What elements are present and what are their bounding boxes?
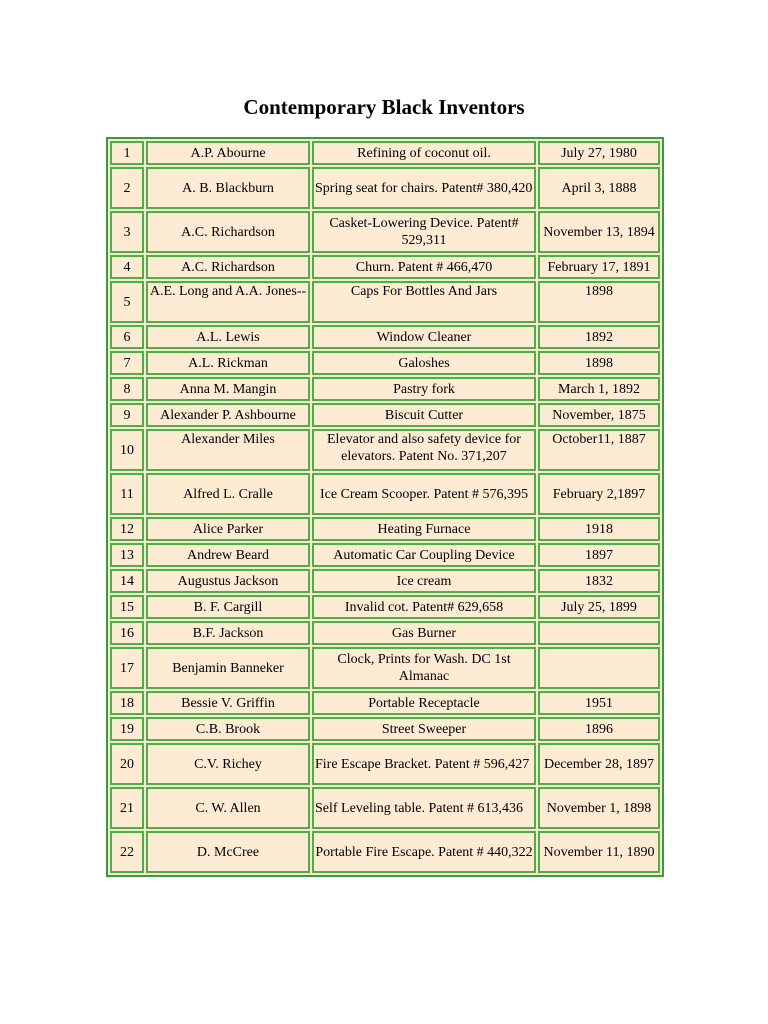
invention-cell: Portable Fire Escape. Patent # 440,322 — [312, 831, 536, 873]
row-number-cell: 18 — [110, 691, 144, 715]
inventor-name-cell: A.P. Abourne — [146, 141, 310, 165]
inventor-name-cell: C.V. Richey — [146, 743, 310, 785]
date-cell: December 28, 1897 — [538, 743, 660, 785]
row-number-cell: 16 — [110, 621, 144, 645]
date-cell: February 2,1897 — [538, 473, 660, 515]
invention-cell: Street Sweeper — [312, 717, 536, 741]
row-number-cell: 22 — [110, 831, 144, 873]
date-cell: July 25, 1899 — [538, 595, 660, 619]
invention-cell: Spring seat for chairs. Patent# 380,420 — [312, 167, 536, 209]
inventor-name-cell: A. B. Blackburn — [146, 167, 310, 209]
row-number-cell: 20 — [110, 743, 144, 785]
invention-cell: Caps For Bottles And Jars — [312, 281, 536, 323]
row-number-cell: 10 — [110, 429, 144, 471]
date-cell: 1892 — [538, 325, 660, 349]
date-cell: November 1, 1898 — [538, 787, 660, 829]
date-cell: April 3, 1888 — [538, 167, 660, 209]
table-row — [110, 141, 660, 165]
row-number-cell: 12 — [110, 517, 144, 541]
table-row — [110, 787, 660, 829]
table-row — [110, 743, 660, 785]
invention-cell: Biscuit Cutter — [312, 403, 536, 427]
table-row — [110, 473, 660, 515]
inventor-name-cell: Alexander Miles — [146, 429, 310, 471]
invention-cell: Self Leveling table. Patent # 613,436 — [312, 787, 536, 829]
table-row — [110, 167, 660, 209]
table-row — [110, 429, 660, 471]
inventors-table — [106, 137, 664, 877]
inventor-name-cell: Alexander P. Ashbourne — [146, 403, 310, 427]
inventor-name-cell: A.C. Richardson — [146, 211, 310, 253]
row-number-cell: 1 — [110, 141, 144, 165]
inventor-name-cell: A.L. Lewis — [146, 325, 310, 349]
table-row — [110, 517, 660, 541]
row-number-cell: 2 — [110, 167, 144, 209]
inventor-name-cell: Anna M. Mangin — [146, 377, 310, 401]
row-number-cell: 4 — [110, 255, 144, 279]
table-row — [110, 255, 660, 279]
date-cell: 1896 — [538, 717, 660, 741]
row-number-cell: 13 — [110, 543, 144, 567]
row-number-cell: 21 — [110, 787, 144, 829]
inventor-name-cell: D. McCree — [146, 831, 310, 873]
invention-cell: Portable Receptacle — [312, 691, 536, 715]
invention-cell: Window Cleaner — [312, 325, 536, 349]
page-title: Contemporary Black Inventors — [243, 95, 525, 119]
date-cell: February 17, 1891 — [538, 255, 660, 279]
table-row — [110, 621, 660, 645]
row-number-cell: 8 — [110, 377, 144, 401]
date-cell: 1832 — [538, 569, 660, 593]
table-row — [110, 647, 660, 689]
row-number-cell: 11 — [110, 473, 144, 515]
date-cell: 1918 — [538, 517, 660, 541]
table-row — [110, 543, 660, 567]
date-cell: 1898 — [538, 351, 660, 375]
table-row — [110, 595, 660, 619]
table-row — [110, 351, 660, 375]
inventor-name-cell: A.C. Richardson — [146, 255, 310, 279]
inventors-table-body — [110, 141, 660, 873]
invention-cell: Heating Furnace — [312, 517, 536, 541]
table-row — [110, 691, 660, 715]
table-row — [110, 377, 660, 401]
table-row — [110, 281, 660, 323]
invention-cell: Gas Burner — [312, 621, 536, 645]
row-number-cell: 19 — [110, 717, 144, 741]
date-cell: October11, 1887 — [538, 429, 660, 471]
date-cell: July 27, 1980 — [538, 141, 660, 165]
row-number-cell: 7 — [110, 351, 144, 375]
inventor-name-cell: A.E. Long and A.A. Jones-- — [146, 281, 310, 323]
invention-cell: Galoshes — [312, 351, 536, 375]
row-number-cell: 9 — [110, 403, 144, 427]
inventor-name-cell: B.F. Jackson — [146, 621, 310, 645]
row-number-cell: 14 — [110, 569, 144, 593]
date-cell: November, 1875 — [538, 403, 660, 427]
row-number-cell: 15 — [110, 595, 144, 619]
table-row — [110, 831, 660, 873]
invention-cell: Fire Escape Bracket. Patent # 596,427 — [312, 743, 536, 785]
table-row — [110, 717, 660, 741]
invention-cell: Automatic Car Coupling Device — [312, 543, 536, 567]
invention-cell: Pastry fork — [312, 377, 536, 401]
inventor-name-cell: A.L. Rickman — [146, 351, 310, 375]
table-row — [110, 211, 660, 253]
invention-cell: Refining of coconut oil. — [312, 141, 536, 165]
date-cell: 1898 — [538, 281, 660, 323]
date-cell: 1897 — [538, 543, 660, 567]
date-cell: November 11, 1890 — [538, 831, 660, 873]
row-number-cell: 17 — [110, 647, 144, 689]
table-row — [110, 325, 660, 349]
invention-cell: Ice Cream Scooper. Patent # 576,395 — [312, 473, 536, 515]
inventor-name-cell: Alice Parker — [146, 517, 310, 541]
date-cell: March 1, 1892 — [538, 377, 660, 401]
invention-cell: Invalid cot. Patent# 629,658 — [312, 595, 536, 619]
date-cell — [538, 621, 660, 645]
inventor-name-cell: Bessie V. Griffin — [146, 691, 310, 715]
table-row — [110, 403, 660, 427]
invention-cell: Casket-Lowering Device. Patent# 529,311 — [312, 211, 536, 253]
invention-cell: Clock, Prints for Wash. DC 1st Almanac — [312, 647, 536, 689]
row-number-cell: 6 — [110, 325, 144, 349]
row-number-cell: 5 — [110, 281, 144, 323]
row-number-cell: 3 — [110, 211, 144, 253]
invention-cell: Churn. Patent # 466,470 — [312, 255, 536, 279]
date-cell: November 13, 1894 — [538, 211, 660, 253]
date-cell — [538, 647, 660, 689]
table-row — [110, 569, 660, 593]
inventor-name-cell: Alfred L. Cralle — [146, 473, 310, 515]
date-cell: 1951 — [538, 691, 660, 715]
inventor-name-cell: C. W. Allen — [146, 787, 310, 829]
invention-cell: Ice cream — [312, 569, 536, 593]
inventor-name-cell: Augustus Jackson — [146, 569, 310, 593]
inventor-name-cell: B. F. Cargill — [146, 595, 310, 619]
invention-cell: Elevator and also safety device for elevators. Patent No. 371,207 — [312, 429, 536, 471]
inventor-name-cell: Benjamin Banneker — [146, 647, 310, 689]
inventor-name-cell: C.B. Brook — [146, 717, 310, 741]
inventor-name-cell: Andrew Beard — [146, 543, 310, 567]
